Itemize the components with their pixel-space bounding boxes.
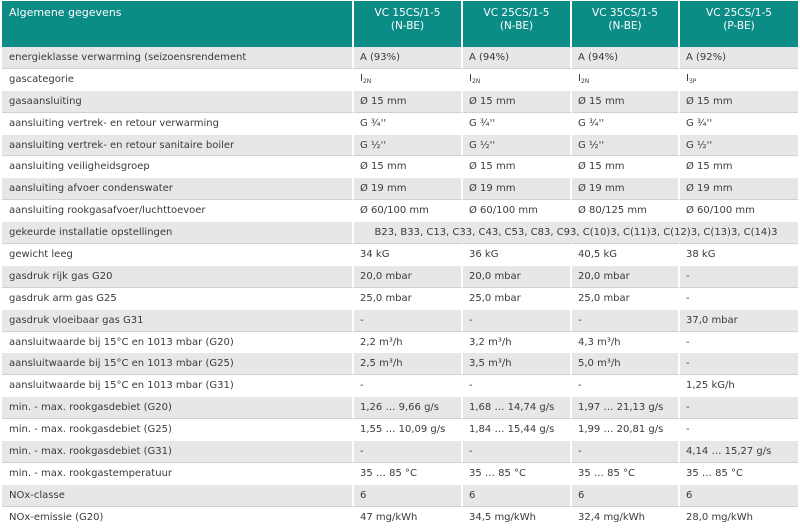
row-value — [463, 374, 572, 396]
row-value — [680, 418, 798, 440]
row-label: aansluitwaarde bij 15°C en 1013 mbar (G25) — [2, 352, 354, 374]
row-value — [354, 484, 463, 506]
value-text: G ½'' — [360, 139, 387, 151]
row-value — [572, 112, 680, 134]
table-row — [2, 112, 798, 134]
value-text: 40,5 kG — [578, 248, 617, 260]
value-text: G ½'' — [469, 139, 496, 151]
row-value — [463, 440, 572, 462]
value-text: A (94%) — [578, 51, 619, 63]
row-label: aansluiting afvoer condenswater — [2, 177, 354, 199]
row-value — [572, 440, 680, 462]
value-text: - — [469, 380, 473, 392]
row-value — [680, 287, 798, 309]
table-row — [2, 418, 798, 440]
row-label: aansluitwaarde bij 15°C en 1013 mbar (G20) — [2, 331, 354, 353]
row-value — [354, 462, 463, 484]
value-text: I — [469, 73, 472, 85]
row-value — [680, 265, 798, 287]
value-text: A (92%) — [686, 51, 727, 63]
value-text: Ø 19 mm — [469, 183, 516, 195]
row-value — [463, 155, 572, 177]
row-value — [680, 199, 798, 221]
row-value — [680, 112, 798, 134]
row-value — [680, 462, 798, 484]
row-value — [572, 243, 680, 265]
value-text: 2,2 m³/h — [360, 336, 403, 348]
row-value — [572, 418, 680, 440]
row-value — [572, 199, 680, 221]
table-row — [2, 462, 798, 484]
row-value — [354, 90, 463, 112]
row-value — [463, 47, 572, 68]
row-value — [463, 396, 572, 418]
value-text: 38 kG — [686, 248, 716, 260]
row-value — [463, 331, 572, 353]
value-text: 28,0 mg/kWh — [686, 511, 753, 523]
row-value — [463, 243, 572, 265]
row-value — [572, 90, 680, 112]
row-label: aansluiting vertrek- en retour verwarming — [2, 112, 354, 134]
value-text: 1,26 … 9,66 g/s — [360, 402, 439, 414]
row-value — [354, 331, 463, 353]
row-value — [463, 177, 572, 199]
table-row — [2, 352, 798, 374]
row-value — [572, 462, 680, 484]
row-value — [463, 352, 572, 374]
spec-table — [2, 1, 798, 528]
value-text: 2,5 m³/h — [360, 358, 403, 370]
row-value — [354, 243, 463, 265]
row-value-span: B23, B33, C13, C33, C43, C53, C83, C93, C(10)3, C(11)3, C(12)3, C(13)3, C(14)3 — [354, 221, 798, 243]
value-text: 6 — [469, 489, 476, 501]
value-text: Ø 60/100 mm — [686, 205, 755, 217]
value-text: - — [578, 445, 582, 457]
value-text: 35 … 85 °C — [578, 467, 635, 479]
row-value — [680, 68, 798, 90]
value-text: - — [360, 445, 364, 457]
row-value — [572, 155, 680, 177]
row-label: aansluiting rookgasafvoer/luchttoevoer — [2, 199, 354, 221]
value-text: Ø 15 mm — [469, 95, 516, 107]
row-label: gasaansluiting — [2, 90, 354, 112]
row-label: min. - max. rookgasdebiet (G20) — [2, 396, 354, 418]
value-subscript: 3P — [688, 78, 697, 86]
row-value — [463, 484, 572, 506]
row-value — [354, 287, 463, 309]
value-text: - — [686, 292, 690, 304]
row-label: min. - max. rookgasdebiet (G31) — [2, 440, 354, 462]
value-text: 20,0 mbar — [469, 270, 521, 282]
value-text: G ¾'' — [578, 117, 605, 129]
table-row — [2, 396, 798, 418]
value-text: Ø 15 mm — [469, 161, 516, 173]
row-value — [572, 134, 680, 156]
table-row — [2, 47, 798, 68]
value-text: A (94%) — [469, 51, 510, 63]
value-text: - — [686, 336, 690, 348]
value-text: Ø 60/100 mm — [360, 205, 429, 217]
row-value — [463, 90, 572, 112]
table-row — [2, 309, 798, 331]
value-text: - — [469, 445, 473, 457]
row-value — [572, 484, 680, 506]
value-text: 5,0 m³/h — [578, 358, 621, 370]
row-value — [680, 134, 798, 156]
value-text: - — [686, 358, 690, 370]
spec-table-container — [2, 1, 798, 528]
value-text: 1,99 … 20,81 g/s — [578, 424, 664, 436]
row-value — [354, 68, 463, 90]
row-value — [680, 374, 798, 396]
value-text: 4,3 m³/h — [578, 336, 621, 348]
row-value — [354, 440, 463, 462]
row-value — [680, 440, 798, 462]
value-text: 1,55 … 10,09 g/s — [360, 424, 446, 436]
row-value — [572, 331, 680, 353]
value-text: Ø 15 mm — [686, 95, 733, 107]
row-value — [463, 462, 572, 484]
row-value — [680, 243, 798, 265]
row-value — [680, 396, 798, 418]
row-label: aansluitwaarde bij 15°C en 1013 mbar (G31) — [2, 374, 354, 396]
row-value — [680, 309, 798, 331]
value-text: - — [686, 270, 690, 282]
row-label: aansluiting vertrek- en retour sanitaire boiler — [2, 134, 354, 156]
value-text: 35 … 85 °C — [686, 467, 743, 479]
row-label: NOx-emissie (G20) — [2, 506, 354, 528]
value-text: - — [360, 314, 364, 326]
row-value — [354, 374, 463, 396]
table-row — [2, 484, 798, 506]
row-label: energieklasse verwarming (seizoensrendement — [2, 47, 354, 68]
row-value — [572, 68, 680, 90]
row-label: aansluiting veiligheidsgroep — [2, 155, 354, 177]
row-value — [680, 177, 798, 199]
row-value — [463, 287, 572, 309]
row-label: gasdruk vloeibaar gas G31 — [2, 309, 354, 331]
row-label: NOx-classe — [2, 484, 354, 506]
row-value — [572, 265, 680, 287]
table-row — [2, 177, 798, 199]
row-value — [463, 134, 572, 156]
value-text: - — [686, 402, 690, 414]
row-value — [463, 309, 572, 331]
value-text: Ø 15 mm — [578, 161, 625, 173]
value-text: Ø 60/100 mm — [469, 205, 538, 217]
table-row — [2, 440, 798, 462]
value-text: 25,0 mbar — [469, 292, 521, 304]
value-text: 1,84 … 15,44 g/s — [469, 424, 555, 436]
table-row — [2, 199, 798, 221]
value-text: G ¾'' — [686, 117, 713, 129]
value-subscript: 2N — [471, 78, 481, 86]
model-header: VC 25CS/1-5 (P-BE) — [680, 1, 798, 47]
value-text: 20,0 mbar — [578, 270, 630, 282]
row-label: gasdruk arm gas G25 — [2, 287, 354, 309]
row-value — [463, 68, 572, 90]
row-value — [680, 155, 798, 177]
row-value — [354, 352, 463, 374]
row-value — [354, 309, 463, 331]
value-text: - — [578, 314, 582, 326]
row-value — [680, 331, 798, 353]
value-text: 6 — [686, 489, 693, 501]
row-value — [572, 177, 680, 199]
value-text: Ø 19 mm — [686, 183, 733, 195]
table-row — [2, 506, 798, 528]
table-row — [2, 243, 798, 265]
table-row — [2, 374, 798, 396]
value-text: 36 kG — [469, 248, 499, 260]
row-value — [463, 199, 572, 221]
value-text: Ø 15 mm — [360, 95, 407, 107]
row-value — [354, 506, 463, 528]
value-text: - — [578, 380, 582, 392]
row-label: min. - max. rookgastemperatuur — [2, 462, 354, 484]
row-value — [354, 265, 463, 287]
value-text: 25,0 mbar — [360, 292, 412, 304]
value-text: Ø 15 mm — [578, 95, 625, 107]
value-text: 1,25 kG/h — [686, 380, 735, 392]
table-row — [2, 68, 798, 90]
value-text: 34 kG — [360, 248, 390, 260]
value-text: 1,97 … 21,13 g/s — [578, 402, 664, 414]
value-text: Ø 19 mm — [360, 183, 407, 195]
row-label: gekeurde installatie opstellingen — [2, 221, 354, 243]
value-text: 20,0 mbar — [360, 270, 412, 282]
table-row — [2, 134, 798, 156]
row-value — [354, 396, 463, 418]
row-value — [572, 287, 680, 309]
model-header: VC 25CS/1-5 (N-BE) — [463, 1, 572, 47]
value-text: Ø 80/125 mm — [578, 205, 647, 217]
value-subscript: 2N — [580, 78, 590, 86]
table-row — [2, 155, 798, 177]
model-header: VC 35CS/1-5 (N-BE) — [572, 1, 680, 47]
row-value — [572, 396, 680, 418]
value-text: - — [469, 314, 473, 326]
value-text: I — [360, 73, 363, 85]
row-value — [354, 134, 463, 156]
row-value — [572, 47, 680, 68]
value-text: 3,5 m³/h — [469, 358, 512, 370]
row-value — [354, 47, 463, 68]
value-text: 25,0 mbar — [578, 292, 630, 304]
value-text: 32,4 mg/kWh — [578, 511, 645, 523]
row-value — [354, 112, 463, 134]
row-value — [680, 47, 798, 68]
value-text: Ø 15 mm — [686, 161, 733, 173]
value-text: 47 mg/kWh — [360, 511, 418, 523]
value-text: 35 … 85 °C — [360, 467, 417, 479]
value-text: 6 — [578, 489, 585, 501]
table-header-row — [2, 1, 798, 47]
table-row — [2, 221, 798, 243]
value-subscript: 2N — [362, 78, 372, 86]
row-value — [572, 506, 680, 528]
row-value — [463, 418, 572, 440]
row-value — [354, 418, 463, 440]
value-text: G ½'' — [686, 139, 713, 151]
value-text: 37,0 mbar — [686, 314, 738, 326]
value-text: 35 … 85 °C — [469, 467, 526, 479]
value-text: - — [686, 424, 690, 436]
value-text: 6 — [360, 489, 367, 501]
table-body — [2, 47, 798, 528]
row-value — [354, 155, 463, 177]
value-text: 4,14 … 15,27 g/s — [686, 445, 772, 457]
row-value — [680, 352, 798, 374]
value-text: 3,2 m³/h — [469, 336, 512, 348]
table-title: Algemene gegevens — [2, 1, 354, 47]
value-text: G ¾'' — [469, 117, 496, 129]
row-value — [463, 112, 572, 134]
row-value — [680, 484, 798, 506]
value-text: 34,5 mg/kWh — [469, 511, 536, 523]
value-text: I — [686, 73, 689, 85]
row-value — [572, 309, 680, 331]
table-row — [2, 287, 798, 309]
row-value — [354, 177, 463, 199]
row-label: gewicht leeg — [2, 243, 354, 265]
row-label: gascategorie — [2, 68, 354, 90]
row-value — [463, 506, 572, 528]
row-value — [354, 199, 463, 221]
row-value — [572, 352, 680, 374]
model-header: VC 15CS/1-5 (N-BE) — [354, 1, 463, 47]
value-text: Ø 15 mm — [360, 161, 407, 173]
row-label: min. - max. rookgasdebiet (G25) — [2, 418, 354, 440]
row-value — [463, 265, 572, 287]
value-text: G ¾'' — [360, 117, 387, 129]
value-text: G ½'' — [578, 139, 605, 151]
row-value — [572, 374, 680, 396]
row-value — [680, 90, 798, 112]
value-text: I — [578, 73, 581, 85]
row-value — [680, 506, 798, 528]
table-row — [2, 265, 798, 287]
value-text: Ø 19 mm — [578, 183, 625, 195]
table-row — [2, 90, 798, 112]
row-label: gasdruk rijk gas G20 — [2, 265, 354, 287]
value-text: - — [360, 380, 364, 392]
value-text: A (93%) — [360, 51, 401, 63]
value-text: 1,68 … 14,74 g/s — [469, 402, 555, 414]
table-row — [2, 331, 798, 353]
